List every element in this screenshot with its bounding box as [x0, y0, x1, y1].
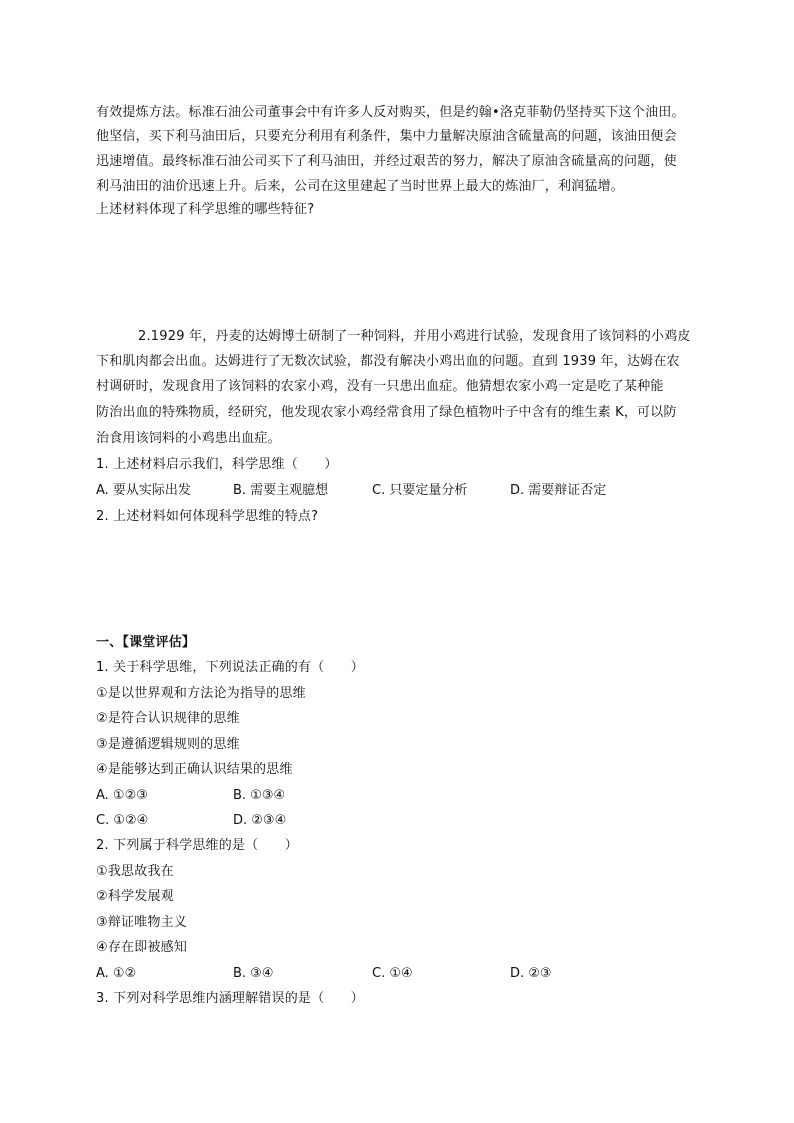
assessment-q2-item-2: ②科学发展观: [96, 889, 174, 904]
passage1-line-4: 利马油田的油价迅速上升。后来，公司在这里建起了当时世界上最大的炼油厂，利润猛增。: [96, 179, 625, 194]
passage2-option-c: C. 只要定量分析: [372, 483, 468, 498]
passage2-option-a: A. 要从实际出发: [96, 483, 191, 498]
assessment-q1-item-2: ②是符合认识规律的思维: [96, 711, 240, 726]
passage1-line-1: 有效提炼方法。标准石油公司董事会中有许多人反对购买，但是约翰•洛克菲勒仍坚持买下这个油田。: [96, 105, 685, 120]
assessment-q1-option-d: D. ②③④: [233, 813, 287, 828]
assessment-q1-option-b: B. ①③④: [233, 788, 286, 803]
passage2-line-3: 村调研时，发现食用了该饲料的农家小鸡，没有一只患出血症。他猜想农家小鸡一定是吃了某种能: [96, 379, 664, 394]
passage2-option-d: D. 需要辩证否定: [510, 483, 607, 498]
assessment-q2-item-1: ①我思故我在: [96, 864, 174, 879]
passage2-option-b: B. 需要主观臆想: [233, 483, 329, 498]
passage1-question: 上述材料体现了科学思维的哪些特征?: [96, 202, 315, 217]
assessment-q2-item-3: ③辩证唯物主义: [96, 915, 188, 930]
passage2-question-1: 1. 上述材料启示我们，科学思维（ ）: [96, 457, 338, 472]
passage1-line-3: 迅速增值。最终标准石油公司买下了利马油田，并经过艰苦的努力，解决了原油含硫量高的问题，使: [96, 154, 677, 169]
assessment-question-2: 2. 下列属于科学思维的是（ ）: [96, 838, 298, 853]
passage2-line-1: 2.1929 年，丹麦的达姆博士研制了一种饲料，并用小鸡进行试验，发现食用了该饲料的小鸡皮: [138, 329, 691, 344]
assessment-q1-item-1: ①是以世界观和方法论为指导的思维: [96, 686, 306, 701]
assessment-q1-item-4: ④是能够达到正确认识结果的思维: [96, 762, 293, 777]
passage2-line-5: 治食用该饲料的小鸡患出血症。: [96, 431, 281, 446]
assessment-q1-option-a: A. ①②③: [96, 788, 148, 803]
passage1-line-2: 他坚信，买下利马油田后，只要充分利用有利条件，集中力量解决原油含硫量高的问题，该油田便会: [96, 129, 677, 144]
assessment-q1-option-c: C. ①②④: [96, 813, 149, 828]
assessment-heading: 一、【课堂评估】: [96, 635, 196, 650]
assessment-q2-option-c: C. ①④: [372, 966, 413, 981]
assessment-q2-option-d: D. ②③: [510, 966, 552, 981]
assessment-question-1: 1. 关于科学思维，下列说法正确的有（ ）: [96, 660, 364, 675]
assessment-q1-item-3: ③是遵循逻辑规则的思维: [96, 737, 240, 752]
assessment-q2-item-4: ④存在即被感知: [96, 940, 188, 955]
assessment-q2-option-a: A. ①②: [96, 966, 137, 981]
passage2-line-2: 下和肌肉都会出血。达姆进行了无数次试验，都没有解决小鸡出血的问题。直到 1939 年，达姆在农: [96, 354, 680, 369]
passage2-line-4: 防治出血的特殊物质，经研究，他发现农家小鸡经常食用了绿色植物叶子中含有的维生素 K，可以防: [96, 405, 677, 420]
passage2-question-2: 2. 上述材料如何体现科学思维的特点?: [96, 509, 319, 524]
assessment-question-3: 3. 下列对科学思维内涵理解错误的是（ ）: [96, 991, 364, 1006]
assessment-q2-option-b: B. ③④: [233, 966, 274, 981]
